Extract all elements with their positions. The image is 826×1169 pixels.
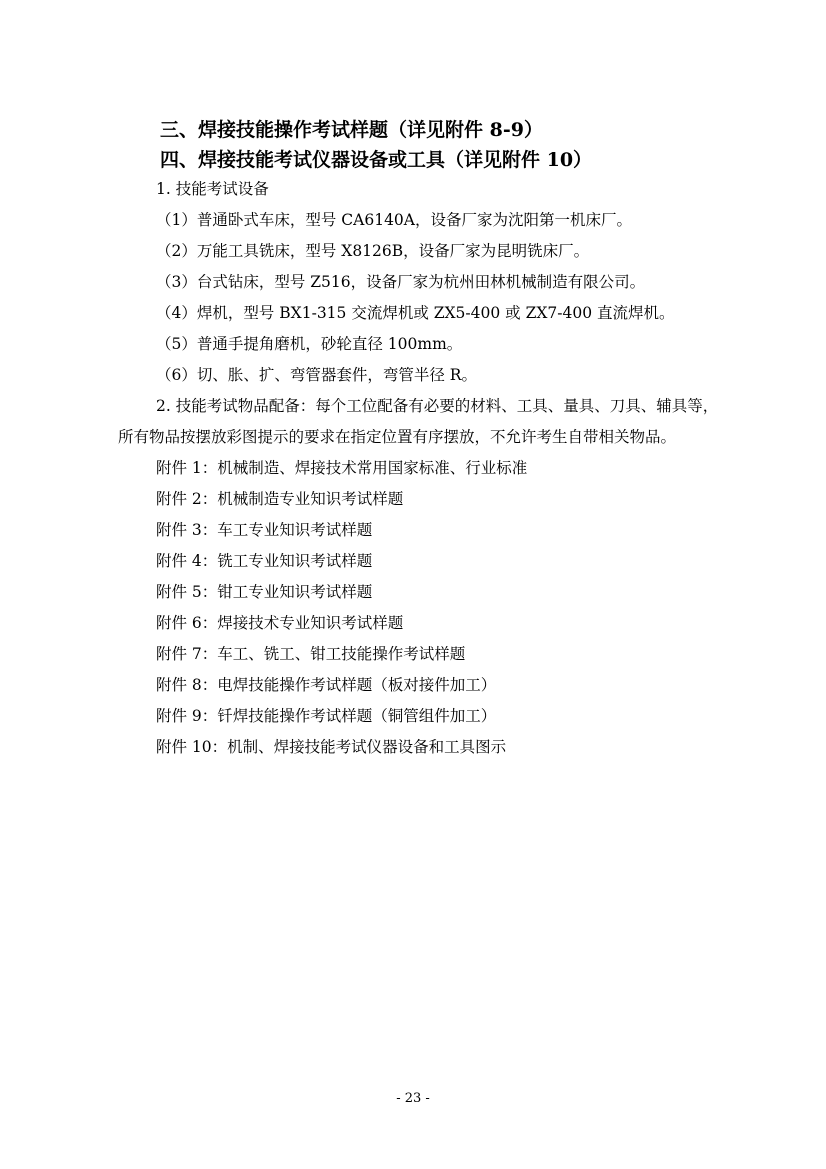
equipment-item-1: （1）普通卧式车床，型号 CA6140A，设备厂家为沈阳第一机床厂。 xyxy=(156,211,632,229)
paragraph-items-line-1: 2. 技能考试物品配备：每个工位配备有必要的材料、工具、量具、刀具、辅具等， xyxy=(156,397,719,415)
attachment-item-5: 附件 5：钳工专业知识考试样题 xyxy=(156,583,373,601)
attachment-item-9: 附件 9：钎焊技能操作考试样题（铜管组件加工） xyxy=(156,707,497,725)
page-number: - 23 - xyxy=(396,1091,430,1106)
equipment-item-6: （6）切、胀、扩、弯管器套件，弯管半径 R。 xyxy=(156,366,477,384)
equipment-item-3: （3）台式钻床，型号 Z516，设备厂家为杭州田林机械制造有限公司。 xyxy=(156,273,646,291)
attachment-item-8: 附件 8：电焊技能操作考试样题（板对接件加工） xyxy=(156,676,497,694)
equipment-item-4: （4）焊机，型号 BX1-315 交流焊机或 ZX5-400 或 ZX7-400 直流焊机。 xyxy=(156,304,675,322)
equipment-item-5: （5）普通手提角磨机，砂轮直径 100mm。 xyxy=(156,335,463,353)
attachment-item-7: 附件 7：车工、铣工、钳工技能操作考试样题 xyxy=(156,645,466,663)
attachment-item-6: 附件 6：焊接技术专业知识考试样题 xyxy=(156,614,404,632)
attachment-item-1: 附件 1：机械制造、焊接技术常用国家标准、行业标准 xyxy=(156,459,528,477)
attachment-item-4: 附件 4：铣工专业知识考试样题 xyxy=(156,552,373,570)
equipment-item-2: （2）万能工具铣床，型号 X8126B，设备厂家为昆明铣床厂。 xyxy=(156,242,590,260)
paragraph-items-line-2: 所有物品按摆放彩图提示的要求在指定位置有序摆放，不允许考生自带相关物品。 xyxy=(118,428,677,446)
section-heading-four: 四、焊接技能考试仪器设备或工具（详见附件 10） xyxy=(160,149,593,171)
attachment-item-10: 附件 10：机制、焊接技能考试仪器设备和工具图示 xyxy=(156,738,507,756)
attachment-item-2: 附件 2：机械制造专业知识考试样题 xyxy=(156,490,404,508)
subsection-title-equipment: 1. 技能考试设备 xyxy=(156,180,269,198)
section-heading-three: 三、焊接技能操作考试样题（详见附件 8-9） xyxy=(160,119,543,141)
attachment-item-3: 附件 3：车工专业知识考试样题 xyxy=(156,521,373,539)
